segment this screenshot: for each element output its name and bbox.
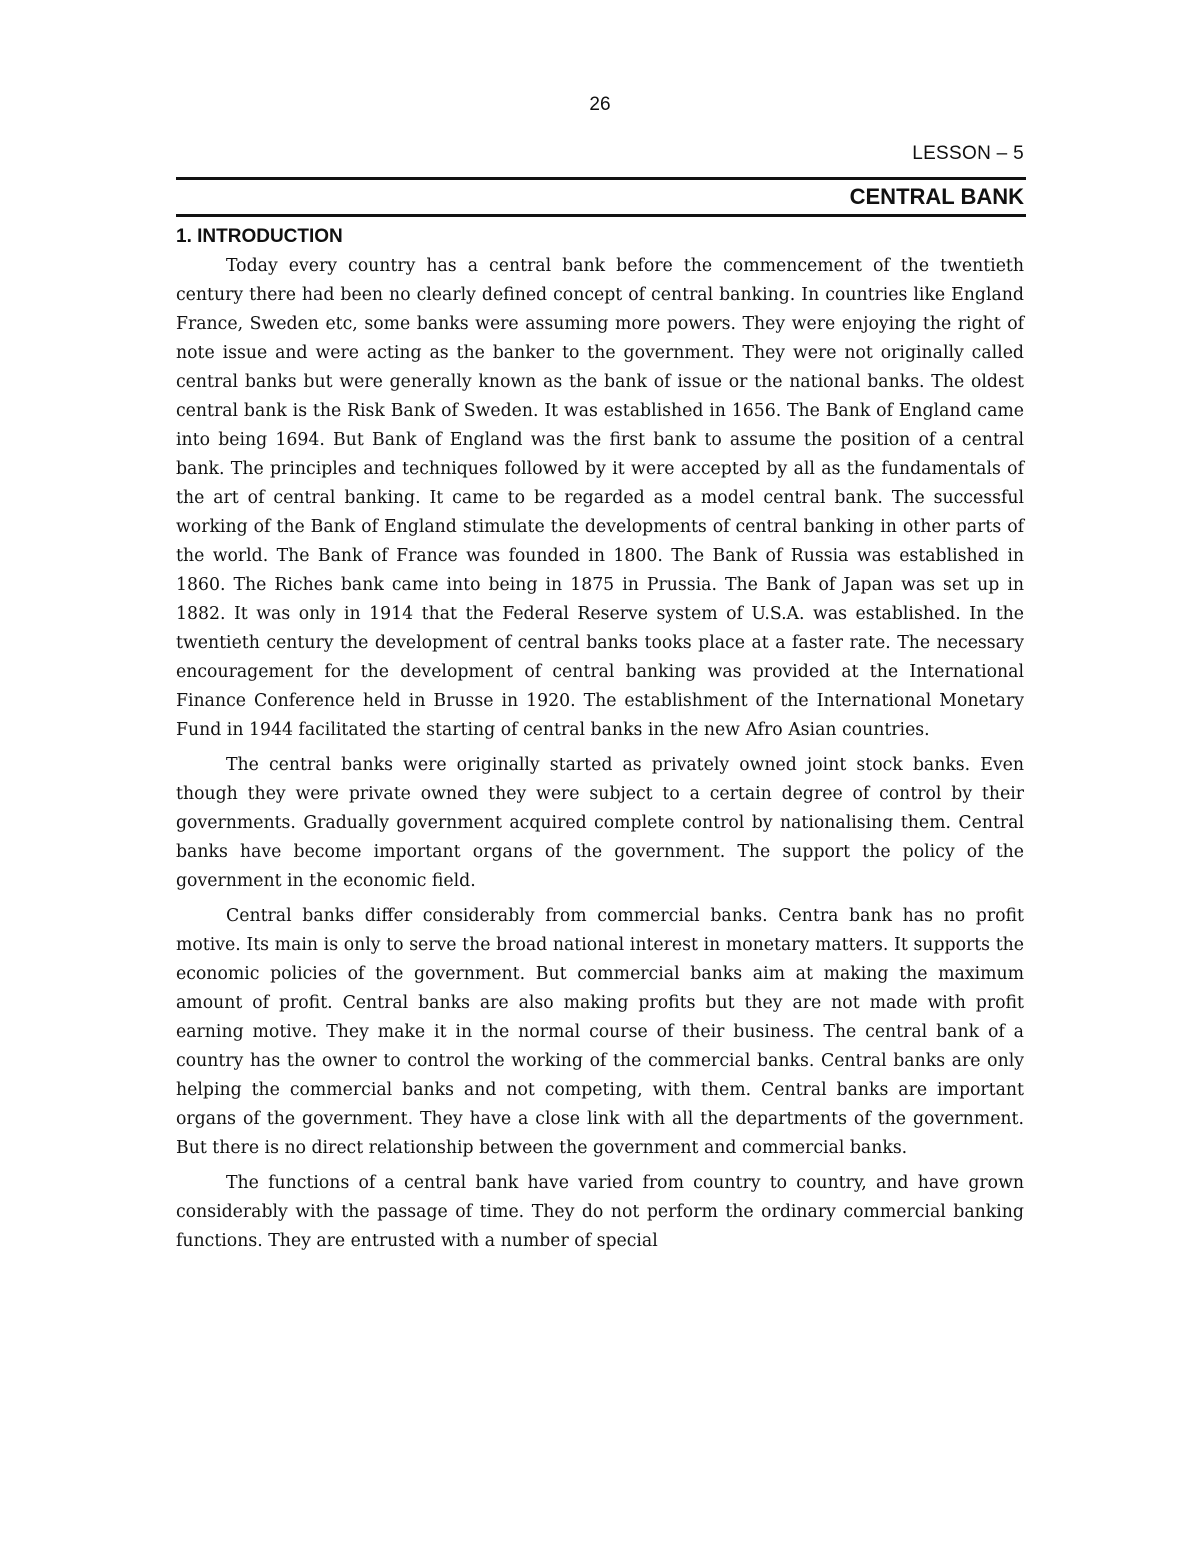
paragraph: The central banks were originally started as privately owned joint stock banks. Even though they were private owned they were subject to a certain degree of control by their governments. Gradually government acquired complete control by nationalising them. Central banks have become important organs of the government. The support the policy of the government in the economic field. xyxy=(176,755,1024,891)
paragraph: Today every country has a central bank before the commencement of the twentieth century there had been no clearly defined concept of central banking. In countries like England France, Sweden etc, some banks were assuming more powers. They were enjoying the right of note issue and were acting as the banker to the government. They were not originally called central banks but were generally known as the bank of issue or the national banks. The oldest central bank is the Risk Bank of Sweden. It was established in 1656. The Bank of England came into being 1694. But Bank of England was the first bank to assume the position of a central bank. The principles and techniques followed by it were accepted by all as the fundamentals of the art of central banking. It came to be regarded as a model central bank. The successful working of the Bank of England stimulate the developments of central banking in other parts of the world. The Bank of France was founded in 1800. The Bank of Russia was established in 1860. The Riches bank came into being in 1875 in Prussia. The Bank of Japan was set up in 1882. It was only in 1914 that the Federal Reserve system of U.S.A. was established. In the twentieth century the development of central banks tooks place at a faster rate. The necessary encouragement for the development of central banking was provided at the International Finance Conference held in Brusse in 1920. The establishment of the International Monetary Fund in 1944 facilitated the starting of central banks in the new Afro Asian countries. xyxy=(176,256,1024,740)
header-rule-bottom xyxy=(176,214,1026,217)
paragraph: The functions of a central bank have varied from country to country, and have grown considerably with the passage of time. They do not perform the ordinary commercial banking functions. They are entrusted with a number of special xyxy=(176,1173,1024,1251)
page-number: 26 xyxy=(589,94,611,115)
paragraph: Central banks differ considerably from commercial banks. Centra bank has no profit motive. Its main is only to serve the broad national interest in monetary matters. It supports the economic policies of the government. But commercial banks aim at making the maximum amount of profit. Central banks are also making profits but they are not made with profit earning motive. They make it in the normal course of their business. The central bank of a country has the owner to control the working of the commercial banks. Central banks are only helping the commercial banks and not competing, with them. Central banks are important organs of the government. They have a close link with all the departments of the government. But there is no direct relationship between the government and commercial banks. xyxy=(176,906,1024,1158)
chapter-title: CENTRAL BANK xyxy=(849,184,1024,209)
body-text xyxy=(176,252,1024,1262)
lesson-label: LESSON – 5 xyxy=(912,143,1024,164)
section-heading: 1. INTRODUCTION xyxy=(176,226,343,247)
header-rule-top xyxy=(176,177,1026,180)
